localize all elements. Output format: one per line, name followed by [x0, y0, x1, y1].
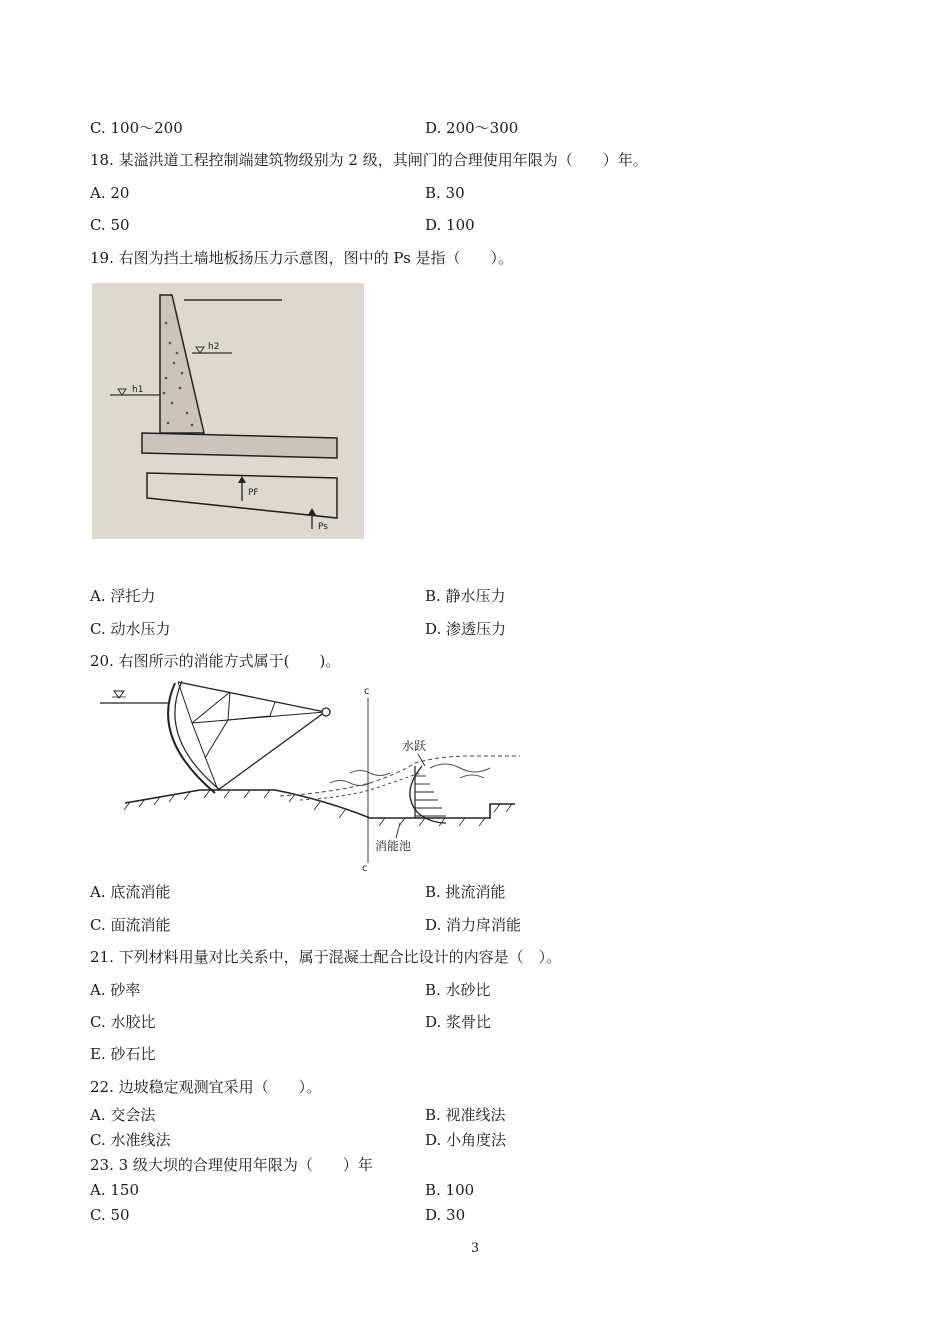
q19-stem: 19. 右图为挡土墙地板扬压力示意图，图中的 Ps 是指（ ）。 — [90, 249, 514, 267]
q23-option-b: B. 100 — [425, 1181, 475, 1199]
q18-option-d: D. 100 — [425, 216, 475, 234]
q20-option-c: C. 面流消能 — [90, 916, 171, 934]
q21-option-c: C. 水胶比 — [90, 1013, 156, 1031]
q19-option-c: C. 动水压力 — [90, 620, 171, 638]
q20-option-d: D. 消力戽消能 — [425, 916, 522, 934]
label-ps: Ps — [318, 522, 328, 532]
q18-option-b: B. 30 — [425, 184, 465, 202]
q19-option-d: D. 渗透压力 — [425, 620, 507, 638]
q19-option-b: B. 静水压力 — [425, 587, 506, 605]
q17-option-d: D. 200～300 — [425, 119, 519, 137]
q23-option-d: D. 30 — [425, 1206, 466, 1224]
label-hydraulic-jump: 水跃 — [402, 739, 427, 753]
q18-stem: 18. 某溢洪道工程控制端建筑物级别为 2 级，其闸门的合理使用年限为（ ）年。 — [90, 151, 648, 169]
label-stilling-pool: 消能池 — [375, 839, 412, 853]
q19-option-a: A. 浮托力 — [90, 587, 156, 605]
q21-option-a: A. 砂率 — [90, 981, 141, 999]
q22-option-c: C. 水准线法 — [90, 1131, 171, 1149]
q22-option-d: D. 小角度法 — [425, 1131, 507, 1149]
label-pf: PF — [248, 488, 259, 498]
label-c-bottom: c — [362, 863, 368, 873]
q22-option-b: B. 视准线法 — [425, 1106, 506, 1124]
q21-stem: 21. 下列材料用量对比关系中，属于混凝土配合比设计的内容是（ ）。 — [90, 948, 562, 966]
q17-option-c: C. 100～200 — [90, 119, 183, 137]
q21-option-d: D. 浆骨比 — [425, 1013, 492, 1031]
q20-stem: 20. 右图所示的消能方式属于( )。 — [90, 652, 341, 670]
label-h1: h1 — [132, 385, 144, 395]
q21-option-b: B. 水砂比 — [425, 981, 491, 999]
q22-stem: 22. 边坡稳定观测宜采用（ ）。 — [90, 1078, 322, 1096]
energy-dissipation-figure — [100, 678, 535, 873]
q18-option-c: C. 50 — [90, 216, 130, 234]
q23-option-a: A. 150 — [90, 1181, 139, 1199]
q22-option-a: A. 交会法 — [90, 1106, 156, 1124]
q23-option-c: C. 50 — [90, 1206, 130, 1224]
q18-option-a: A. 20 — [90, 184, 130, 202]
q23-stem: 23. 3 级大坝的合理使用年限为（ ）年 — [90, 1156, 373, 1174]
retaining-wall-uplift-figure — [92, 283, 364, 539]
page-number: 3 — [471, 1240, 479, 1256]
q21-option-e: E. 砂石比 — [90, 1045, 156, 1063]
label-h2: h2 — [208, 342, 220, 352]
q20-option-b: B. 挑流消能 — [425, 883, 506, 901]
q20-option-a: A. 底流消能 — [90, 883, 171, 901]
label-c-top: c — [364, 686, 370, 697]
